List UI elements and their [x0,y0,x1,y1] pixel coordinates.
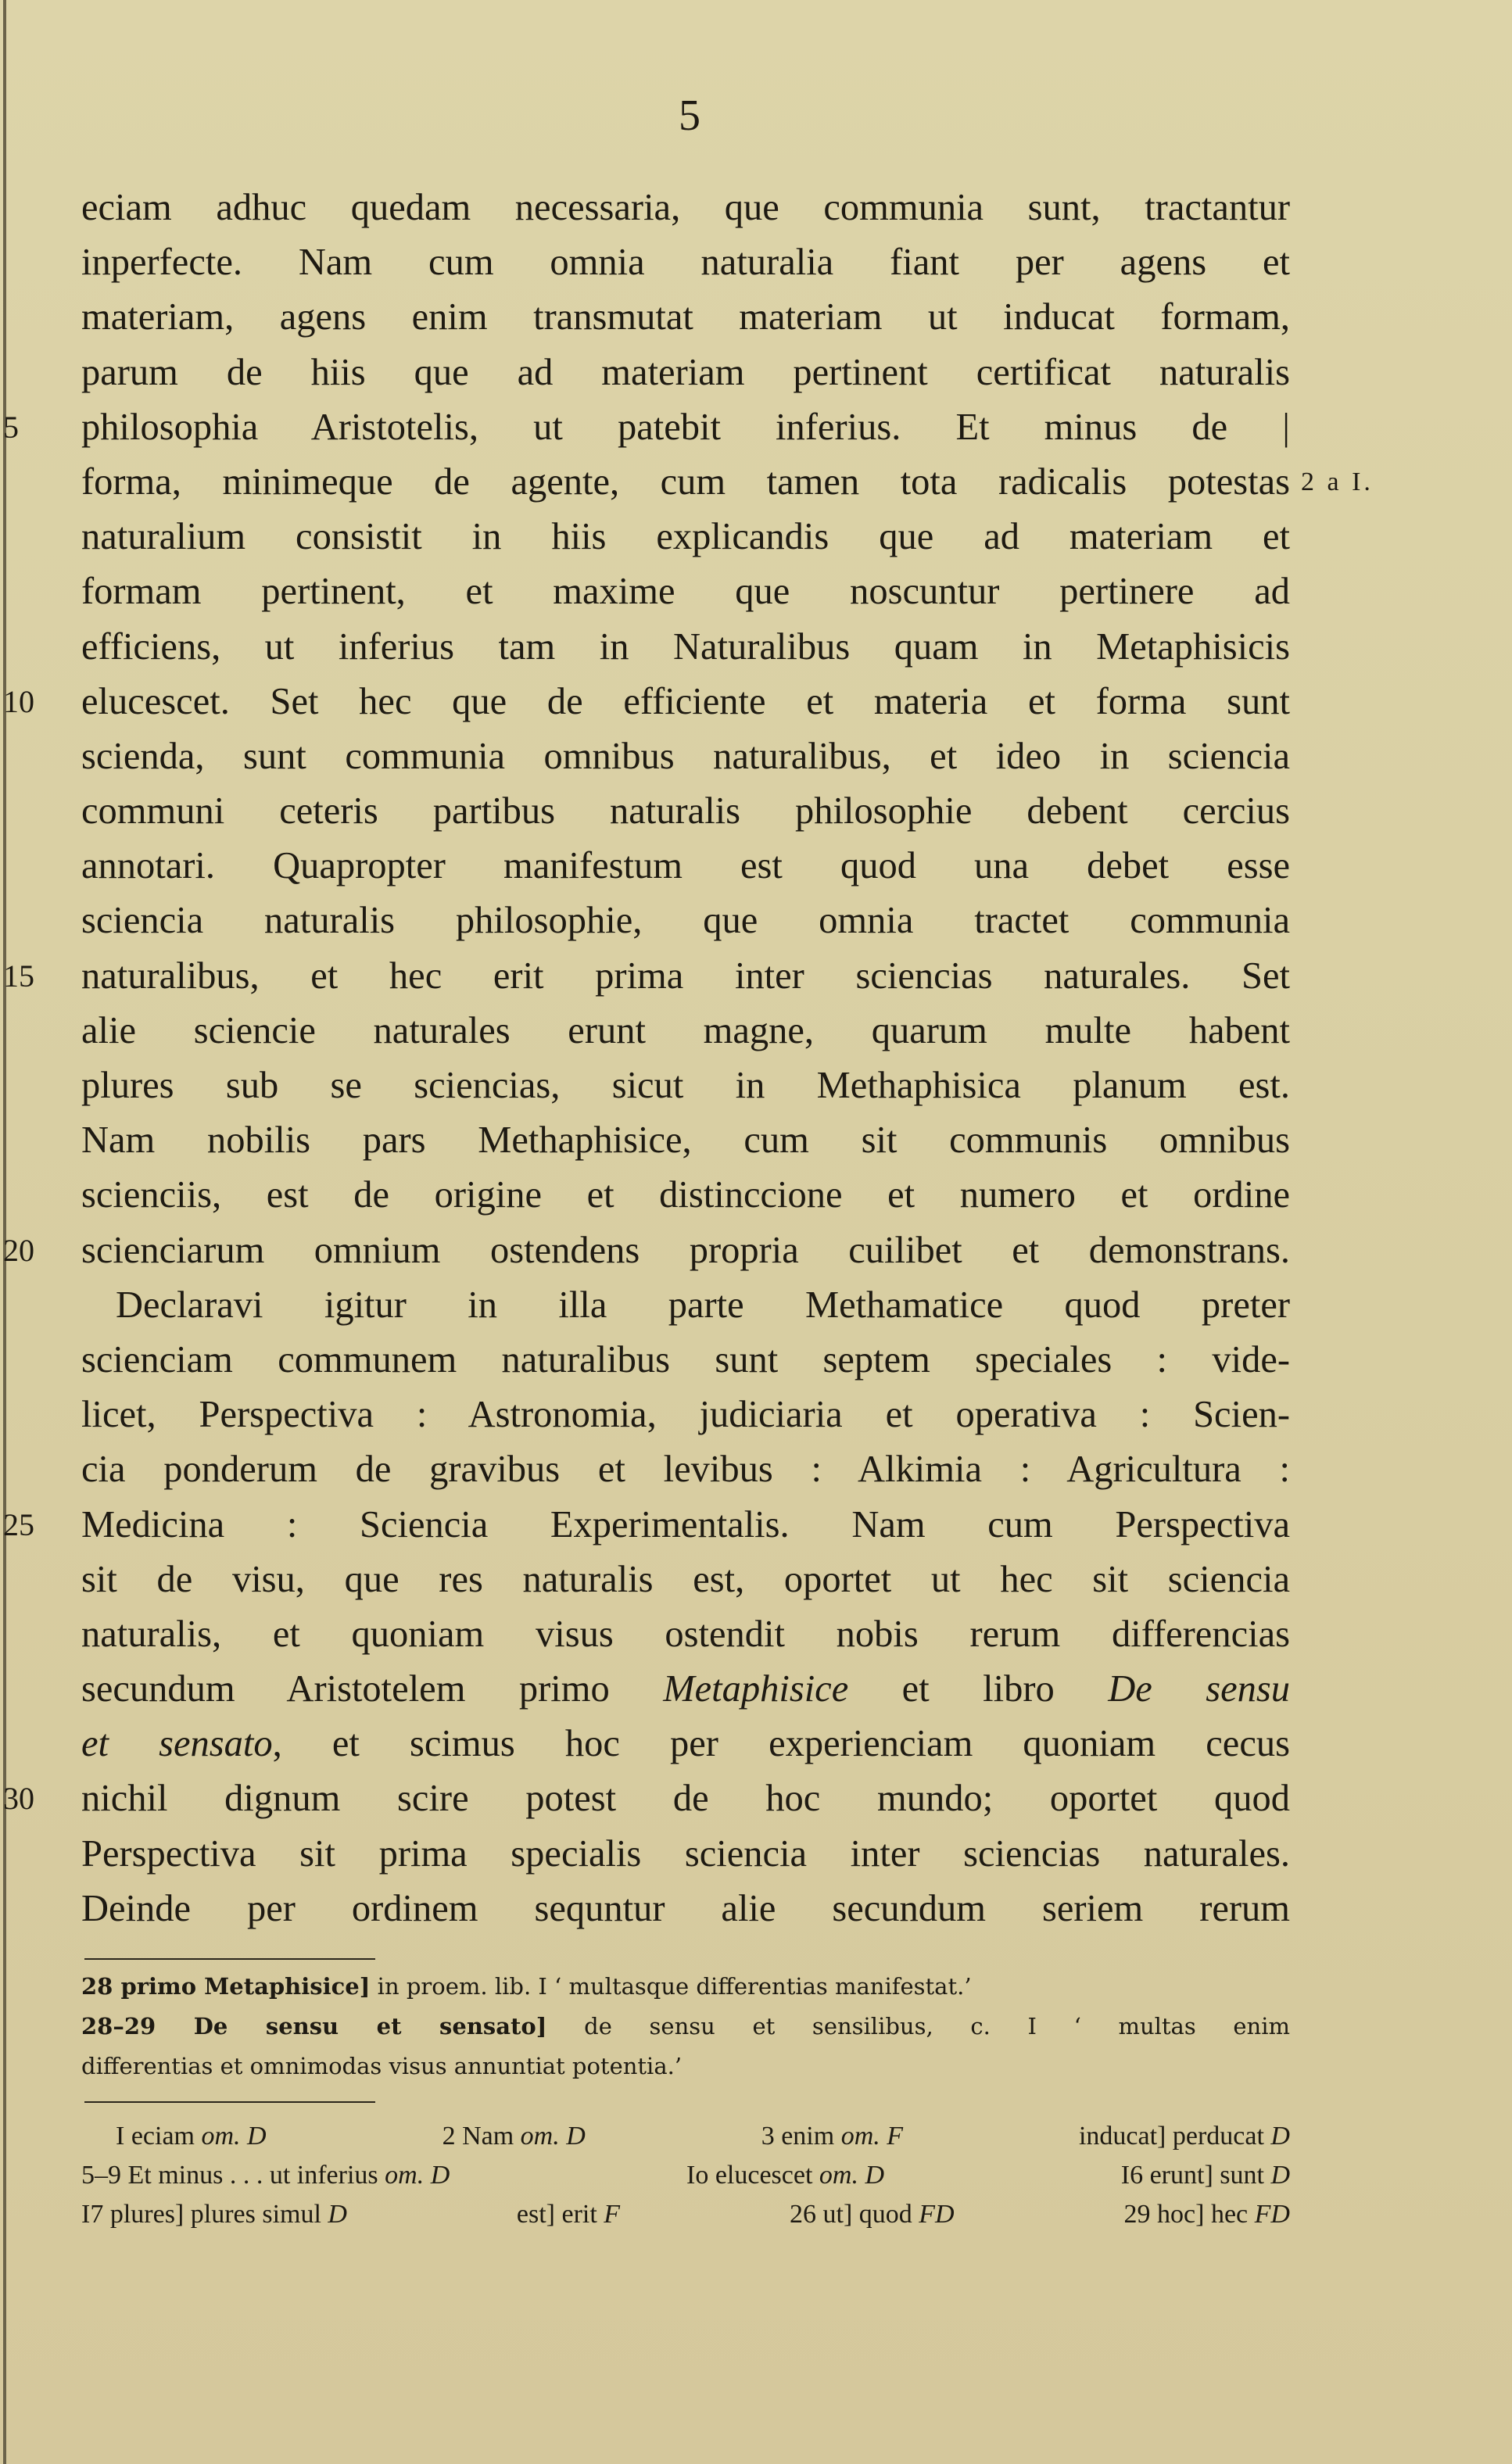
text-line [81,784,1290,839]
line-number: 15 [3,958,34,994]
variant-lemma: enim [774,2122,841,2151]
variant-lemma: inducat] perducat [1078,2122,1271,2151]
variant-lemma: hoc] hec [1150,2200,1255,2229]
apparatus-entry [790,2195,955,2234]
line-text: naturalium consistit in hiis explicandis que ad materiam et [81,516,1290,558]
text-line [81,1717,1290,1771]
variant-lemma: Nam [455,2122,521,2151]
footnotes [81,1967,1290,2086]
manuscript-siglum: D [1270,2161,1290,2190]
manuscript-siglum: om. D [520,2122,586,2151]
text-line [81,510,1290,564]
text-line [81,839,1290,894]
line-text: Deinde per ordinem sequntur alie secundum seriem rerum [81,1887,1290,1929]
line-number: 5 [3,409,19,445]
apparatus-entry [116,2117,267,2156]
text-line [81,894,1290,948]
line-reference: 2 [442,2122,456,2151]
line-text: forma, minimeque de agente, cum tamen tota radicalis potestas [81,460,1290,503]
apparatus-rule [84,2101,375,2103]
line-text: naturalis, et quoniam visus ostendit nobis rerum differencias [81,1613,1290,1655]
apparatus-entry [442,2117,586,2156]
text-line [81,1333,1290,1388]
text-line [3,1498,1290,1553]
footnote-text: de sensu et sensilibus, c. I ‘ multas enim [546,2013,1290,2040]
line-reference: I6 [1120,2161,1144,2190]
text-line [81,1827,1290,1882]
line-text: scienda, sunt communia omnibus naturalibus, et ideo in sciencia [81,735,1290,777]
line-reference: Io [686,2161,709,2190]
italic-title: Metaphisice [663,1668,849,1710]
line-reference: 3 [761,2122,775,2151]
line-reference: 26 [790,2200,816,2229]
line-text: parum de hiis que ad materiam pertinent certificat naturalis [81,351,1290,393]
manuscript-siglum: om. F [840,2122,904,2151]
line-text: efficiens, ut inferius tam in Naturalibus quam in Metaphisicis [81,625,1290,668]
line-reference: I [116,2122,125,2151]
apparatus-entry [686,2156,884,2195]
line-text: philosophia Aristotelis, ut patebit inferius. Et minus de | [81,406,1290,448]
line-text: nichil dignum scire potest de hoc mundo; oportet quod [81,1778,1290,1820]
manuscript-siglum: D [328,2200,347,2229]
line-text: Perspectiva sit prima specialis sciencia inter sciencias naturales. [81,1832,1290,1875]
manuscript-siglum: F [604,2200,621,2229]
italic-title: De sensu [1108,1668,1290,1710]
variant-lemma: elucescet [708,2161,819,2190]
main-text [3,181,1374,1936]
line-text: eciam adhuc quedam necessaria, que communia sunt, tractantur [81,187,1290,228]
footnote-lemma: 28–29 De sensu et sensato] [81,2013,547,2040]
text-line [3,1771,1290,1826]
text-line [3,949,1290,1004]
apparatus-entry [517,2195,620,2234]
critical-apparatus [81,2117,1290,2234]
text-line [81,1004,1290,1058]
page-number: 5 [679,91,700,140]
text-line [3,1223,1290,1278]
line-text: licet, Perspectiva : Astronomia, judiciaria et operativa : Scien- [81,1394,1290,1436]
footnote-text: differentias et omnimodas visus annuntiat potentia.’ [81,2053,683,2079]
variant-lemma: Et minus . . . ut inferius [121,2161,385,2190]
line-text: plures sub se sciencias, sicut in Methaphisica planum est. [81,1065,1290,1106]
text-line [81,181,1290,235]
manuscript-siglum: D [1270,2122,1290,2151]
apparatus-entry [1121,2156,1290,2195]
text-line [81,1607,1290,1662]
footnote-line [81,1967,1290,2007]
text-line [81,1058,1290,1113]
line-text: naturalibus, et hec erit prima inter sciencias naturales. Set [81,954,1290,997]
text-line [81,1442,1290,1497]
line-text: formam pertinent, et maxime que noscuntur pertinere ad [81,571,1290,613]
line-text: annotari. Quapropter manifestum est quod una debet esse [81,845,1290,887]
margin-note: 2 a I. [1301,467,1374,496]
text-line [81,290,1290,345]
line-number: 30 [3,1781,34,1817]
line-text [81,1717,1290,1771]
line-text: communi ceteris partibus naturalis philosophie debent cercius [81,790,1290,833]
variant-lemma: est] erit [516,2200,604,2229]
text-line [81,620,1290,675]
text-line [81,1882,1290,1936]
apparatus-line [81,2195,1290,2234]
footnote-line [81,2047,1290,2086]
text-line [3,400,1290,455]
line-text: Nam nobilis pars Methaphisice, cum sit communis omnibus [81,1119,1290,1162]
manuscript-siglum: om. D [201,2122,267,2151]
apparatus-line [81,2156,1290,2195]
line-text [81,1662,1290,1717]
variant-lemma: erunt] sunt [1143,2161,1271,2190]
text-line [81,1553,1290,1607]
footnote-lemma: 28 primo Metaphisice] [81,1973,371,2000]
line-reference: I7 [81,2200,104,2229]
apparatus-entry [1124,2195,1290,2234]
line-reference: 29 [1123,2200,1151,2229]
text-line [81,564,1290,619]
apparatus-entry [761,2117,903,2156]
variant-lemma: eciam [124,2122,202,2151]
manuscript-siglum: FD [1254,2200,1290,2229]
text-line [81,1168,1290,1223]
line-text: inperfecte. Nam cum omnia naturalia fiant per agens et [81,242,1290,284]
line-number: 10 [3,683,34,719]
text-run: , et scimus hoc per experienciam quoniam cecus [272,1723,1290,1765]
text-run: secundum Aristotelem primo [81,1668,664,1710]
line-reference: 5–9 [81,2161,121,2190]
footnote-line [81,2007,1290,2047]
line-text: cia ponderum de gravibus et levibus : Alkimia : Agricultura : [81,1449,1290,1491]
text-line [81,1113,1290,1168]
footnote-rule-top [84,1958,375,1960]
line-text: elucescet. Set hec que de efficiente et materia et forma sunt [81,680,1290,722]
line-text: alie sciencie naturales erunt magne, quarum multe habent [81,1009,1290,1051]
text-line [81,346,1290,400]
text-line [3,675,1290,729]
line-number: 25 [3,1506,34,1542]
line-text: sciencia naturalis philosophie, que omnia tractet communia [81,900,1290,942]
apparatus-line [81,2117,1290,2156]
text-line [81,729,1290,784]
line-text: scienciarum omnium ostendens propria cuilibet et demonstrans. [81,1229,1290,1271]
text-line [81,1278,1290,1333]
line-text: sit de visu, que res naturalis est, oportet ut hec sit sciencia [81,1558,1290,1600]
apparatus-entry [81,2156,450,2195]
text-line [81,1662,1290,1717]
italic-title: et sensato [81,1723,273,1765]
text-line [81,455,1374,510]
line-text: Medicina : Sciencia Experimentalis. Nam cum Perspectiva [81,1503,1290,1545]
line-text: materiam, agens enim transmutat materiam ut inducat formam, [81,296,1290,338]
text-run: et libro [848,1668,1109,1710]
apparatus-entry [81,2195,347,2234]
line-number: 20 [3,1232,34,1268]
text-line [81,1388,1290,1442]
apparatus-entry [1079,2117,1290,2156]
manuscript-siglum: FD [919,2200,955,2229]
variant-lemma: ut] quod [816,2200,919,2229]
text-line [81,235,1290,290]
footnote-text: in proem. lib. I ‘ multasque differentias manifestat.’ [370,1973,972,2000]
manuscript-siglum: om. D [819,2161,885,2190]
variant-lemma: plures] plures simul [103,2200,328,2229]
line-text: Declaravi igitur in illa parte Methamatice quod preter [116,1284,1290,1326]
line-text: scienciam communem naturalibus sunt septem speciales : vide- [81,1338,1290,1381]
line-text: scienciis, est de origine et distinccione et numero et ordine [81,1174,1290,1216]
manuscript-siglum: om. D [385,2161,450,2190]
